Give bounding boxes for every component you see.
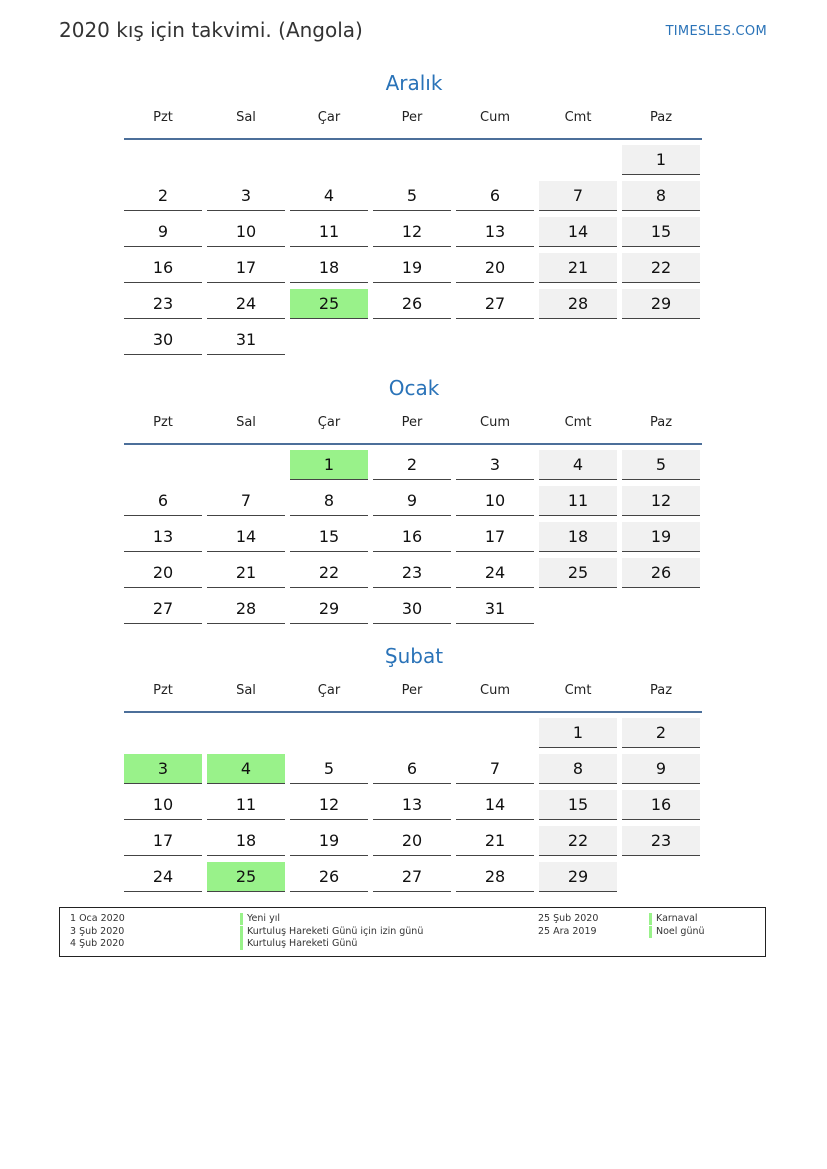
- day-cell: 21: [207, 558, 285, 588]
- day-cell: 29: [539, 862, 617, 892]
- weekday-label: Paz: [649, 110, 673, 125]
- empty-day: [539, 325, 617, 355]
- legend-date: 4 Şub 2020: [70, 938, 125, 949]
- day-cell: 18: [290, 253, 368, 283]
- day-cell: 24: [124, 862, 202, 892]
- page-title: 2020 kış için takvimi. (Angola): [59, 18, 363, 42]
- weekday-label: Cmt: [564, 415, 592, 430]
- day-cell: 9: [124, 217, 202, 247]
- month-calendar: [124, 641, 704, 898]
- day-cell: 13: [456, 217, 534, 247]
- empty-day: [456, 325, 534, 355]
- day-cell: 13: [373, 790, 451, 820]
- day-cell: 8: [539, 754, 617, 784]
- day-cell: 3: [456, 450, 534, 480]
- day-cell: 19: [373, 253, 451, 283]
- day-cell: 18: [539, 522, 617, 552]
- day-cell: 6: [373, 754, 451, 784]
- day-cell: 20: [124, 558, 202, 588]
- legend-date: 25 Şub 2020: [538, 913, 599, 924]
- empty-day: [207, 718, 285, 748]
- day-cell: 20: [456, 253, 534, 283]
- empty-day: [124, 450, 202, 480]
- empty-day: [207, 450, 285, 480]
- day-cell: 7: [539, 181, 617, 211]
- empty-day: [373, 325, 451, 355]
- day-cell: 6: [124, 486, 202, 516]
- week-row: [124, 253, 704, 289]
- month-divider: [124, 711, 702, 713]
- weekday-header: [124, 106, 704, 130]
- day-cell: 18: [207, 826, 285, 856]
- empty-day: [290, 145, 368, 175]
- week-row: [124, 558, 704, 594]
- weekday-label: Sal: [236, 110, 256, 125]
- weekday-label: Çar: [317, 415, 341, 430]
- day-cell: 9: [622, 754, 700, 784]
- day-cell: 31: [207, 325, 285, 355]
- day-cell: 17: [456, 522, 534, 552]
- day-cell: 13: [124, 522, 202, 552]
- month-title: Ocak: [388, 376, 440, 400]
- holiday-day-cell: 3: [124, 754, 202, 784]
- day-cell: 19: [622, 522, 700, 552]
- day-cell: 27: [373, 862, 451, 892]
- day-cell: 1: [539, 718, 617, 748]
- day-cell: 17: [124, 826, 202, 856]
- day-cell: 28: [456, 862, 534, 892]
- weekday-label: Per: [401, 683, 423, 698]
- empty-day: [456, 145, 534, 175]
- site-logo[interactable]: TIMESLES.COM: [665, 24, 767, 39]
- day-cell: 15: [539, 790, 617, 820]
- day-cell: 21: [539, 253, 617, 283]
- weekday-label: Per: [401, 110, 423, 125]
- weekday-label: Cum: [480, 683, 510, 698]
- day-cell: 2: [373, 450, 451, 480]
- weekday-label: Pzt: [153, 683, 173, 698]
- day-cell: 30: [124, 325, 202, 355]
- legend-holiday-name: Kurtuluş Hareketi Günü: [240, 938, 357, 950]
- day-cell: 11: [539, 486, 617, 516]
- weekday-label: Paz: [649, 683, 673, 698]
- day-cell: 4: [539, 450, 617, 480]
- holiday-day-cell: 25: [207, 862, 285, 892]
- day-cell: 28: [539, 289, 617, 319]
- empty-day: [622, 862, 700, 892]
- day-cell: 17: [207, 253, 285, 283]
- day-cell: 14: [539, 217, 617, 247]
- weekday-label: Cum: [480, 110, 510, 125]
- empty-day: [539, 594, 617, 624]
- week-row: [124, 450, 704, 486]
- day-cell: 10: [456, 486, 534, 516]
- week-row: [124, 486, 704, 522]
- weekday-label: Cmt: [564, 110, 592, 125]
- day-cell: 26: [622, 558, 700, 588]
- day-cell: 21: [456, 826, 534, 856]
- week-row: [124, 754, 704, 790]
- day-cell: 31: [456, 594, 534, 624]
- legend-date: 25 Ara 2019: [538, 926, 597, 937]
- empty-day: [124, 718, 202, 748]
- empty-day: [124, 145, 202, 175]
- legend-holiday-name: Karnaval: [649, 913, 698, 925]
- week-row: [124, 790, 704, 826]
- day-cell: 25: [539, 558, 617, 588]
- day-cell: 8: [290, 486, 368, 516]
- week-row: [124, 826, 704, 862]
- day-cell: 2: [622, 718, 700, 748]
- month-calendar: [124, 373, 704, 630]
- day-cell: 15: [290, 522, 368, 552]
- day-cell: 30: [373, 594, 451, 624]
- day-cell: 29: [622, 289, 700, 319]
- empty-day: [456, 718, 534, 748]
- day-cell: 12: [622, 486, 700, 516]
- day-cell: 7: [207, 486, 285, 516]
- day-cell: 22: [622, 253, 700, 283]
- empty-day: [373, 718, 451, 748]
- weekday-label: Sal: [236, 415, 256, 430]
- day-cell: 19: [290, 826, 368, 856]
- empty-day: [290, 718, 368, 748]
- weekday-label: Pzt: [153, 110, 173, 125]
- week-row: [124, 862, 704, 898]
- weekday-label: Pzt: [153, 415, 173, 430]
- day-cell: 11: [290, 217, 368, 247]
- day-cell: 28: [207, 594, 285, 624]
- day-cell: 12: [373, 217, 451, 247]
- week-row: [124, 289, 704, 325]
- holiday-day-cell: 4: [207, 754, 285, 784]
- day-cell: 27: [124, 594, 202, 624]
- day-cell: 3: [207, 181, 285, 211]
- empty-day: [622, 594, 700, 624]
- weekday-label: Çar: [317, 683, 341, 698]
- empty-day: [622, 325, 700, 355]
- day-cell: 12: [290, 790, 368, 820]
- day-cell: 1: [622, 145, 700, 175]
- day-cell: 16: [124, 253, 202, 283]
- weekday-label: Çar: [317, 110, 341, 125]
- week-row: [124, 145, 704, 181]
- month-calendar: [124, 68, 704, 361]
- day-cell: 23: [124, 289, 202, 319]
- day-cell: 10: [124, 790, 202, 820]
- day-cell: 8: [622, 181, 700, 211]
- holiday-day-cell: 25: [290, 289, 368, 319]
- day-cell: 5: [373, 181, 451, 211]
- day-cell: 5: [622, 450, 700, 480]
- day-cell: 20: [373, 826, 451, 856]
- day-cell: 5: [290, 754, 368, 784]
- day-cell: 16: [622, 790, 700, 820]
- week-row: [124, 594, 704, 630]
- weekday-label: Cum: [480, 415, 510, 430]
- week-row: [124, 217, 704, 253]
- week-row: [124, 522, 704, 558]
- month-divider: [124, 138, 702, 140]
- weekday-label: Cmt: [564, 683, 592, 698]
- weekday-label: Paz: [649, 415, 673, 430]
- day-cell: 4: [290, 181, 368, 211]
- month-title: Aralık: [385, 71, 443, 95]
- empty-day: [290, 325, 368, 355]
- empty-day: [539, 145, 617, 175]
- holiday-day-cell: 1: [290, 450, 368, 480]
- day-cell: 23: [622, 826, 700, 856]
- holiday-legend: [59, 907, 766, 957]
- day-cell: 27: [456, 289, 534, 319]
- day-cell: 29: [290, 594, 368, 624]
- day-cell: 2: [124, 181, 202, 211]
- weekday-header: [124, 679, 704, 703]
- day-cell: 7: [456, 754, 534, 784]
- day-cell: 22: [290, 558, 368, 588]
- legend-date: 3 Şub 2020: [70, 926, 125, 937]
- legend-holiday-name: Yeni yıl: [240, 913, 280, 925]
- legend-holiday-name: Kurtuluş Hareketi Günü için izin günü: [240, 926, 423, 938]
- empty-day: [373, 145, 451, 175]
- week-row: [124, 718, 704, 754]
- day-cell: 10: [207, 217, 285, 247]
- month-title: Şubat: [384, 644, 444, 668]
- day-cell: 24: [207, 289, 285, 319]
- day-cell: 9: [373, 486, 451, 516]
- day-cell: 14: [456, 790, 534, 820]
- legend-date: 1 Oca 2020: [70, 913, 125, 924]
- month-divider: [124, 443, 702, 445]
- week-row: [124, 181, 704, 217]
- weekday-label: Sal: [236, 683, 256, 698]
- weekday-label: Per: [401, 415, 423, 430]
- day-cell: 24: [456, 558, 534, 588]
- day-cell: 26: [373, 289, 451, 319]
- weekday-header: [124, 411, 704, 435]
- day-cell: 22: [539, 826, 617, 856]
- empty-day: [207, 145, 285, 175]
- day-cell: 11: [207, 790, 285, 820]
- day-cell: 16: [373, 522, 451, 552]
- day-cell: 14: [207, 522, 285, 552]
- day-cell: 6: [456, 181, 534, 211]
- day-cell: 23: [373, 558, 451, 588]
- legend-holiday-name: Noel günü: [649, 926, 705, 938]
- day-cell: 26: [290, 862, 368, 892]
- day-cell: 15: [622, 217, 700, 247]
- week-row: [124, 325, 704, 361]
